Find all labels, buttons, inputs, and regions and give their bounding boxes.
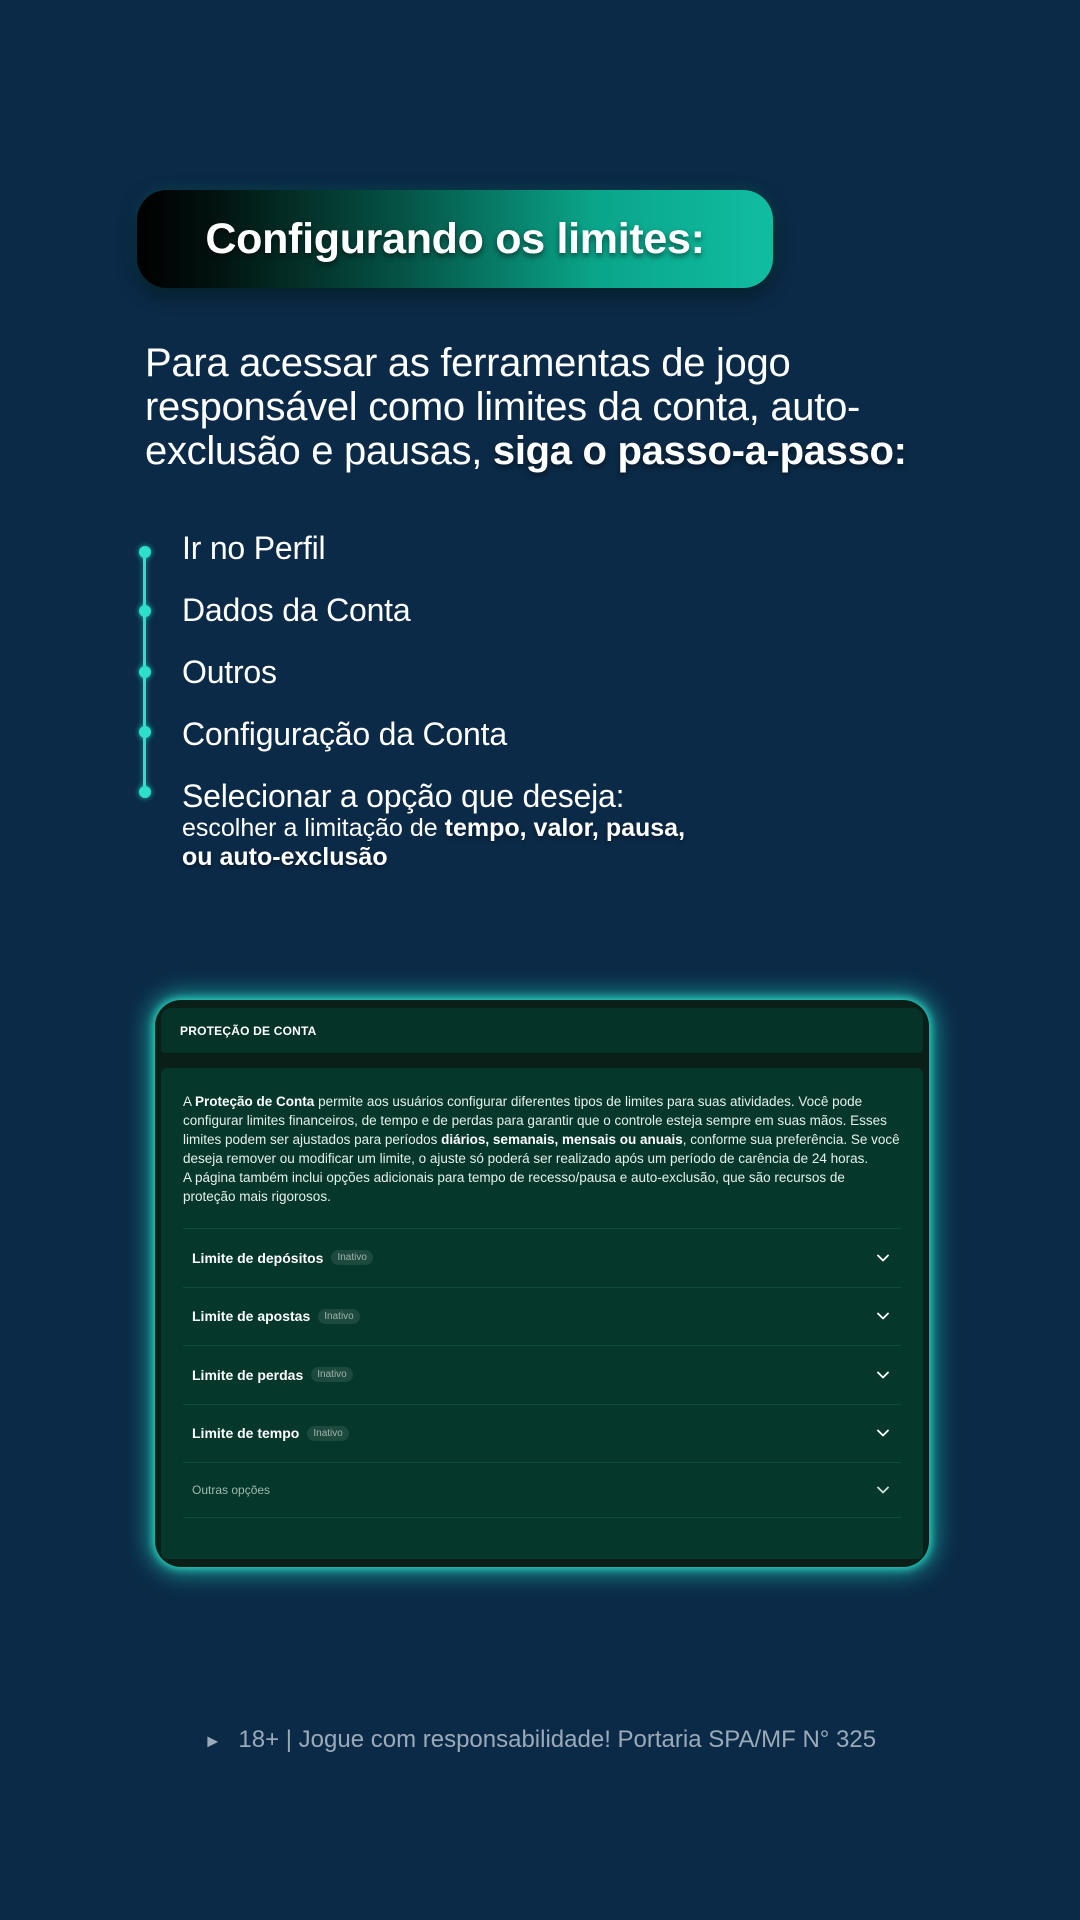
- chevron-down-icon[interactable]: [875, 1367, 891, 1383]
- step-sub-bold: tempo, valor, pausa, ou auto-exclusão: [182, 814, 686, 871]
- step-select-option: Selecionar a opção que deseja:: [182, 778, 625, 814]
- step-others: Outros: [182, 654, 277, 690]
- intro-text: Para acessar as ferramentas de jogo responsável como limites da conta, auto-exclusão e pausas,: [145, 341, 861, 473]
- desc-text: A página também inclui opções adicionais para tempo de recesso/pausa e auto-exclusão, que são recursos de proteção mais rigorosos.: [183, 1170, 845, 1204]
- responsible-gaming-footer: [0, 1726, 1080, 1754]
- step-profile: Ir no Perfil: [182, 530, 326, 566]
- accordion-bet-limit[interactable]: [183, 1288, 901, 1347]
- account-protection-card: [155, 1000, 929, 1567]
- card-header: PROTEÇÃO DE CONTA: [161, 1008, 923, 1053]
- desc-bold: Proteção de Conta: [195, 1094, 315, 1109]
- intro-bold: siga o passo-a-passo:: [492, 429, 907, 473]
- desc-text: A: [183, 1094, 192, 1109]
- accordion-deposit-limit[interactable]: [183, 1229, 901, 1288]
- card-body: [161, 1068, 923, 1559]
- timeline-dot: [139, 786, 151, 798]
- card-description: [183, 1092, 901, 1206]
- status-badge: Inativo: [318, 1309, 359, 1324]
- accordion-label: Limite de depósitos: [192, 1249, 324, 1266]
- accordion-label: Limite de tempo: [192, 1425, 300, 1442]
- step-account-data: Dados da Conta: [182, 592, 411, 628]
- timeline-dot: [139, 726, 151, 738]
- timeline-dot: [139, 605, 151, 617]
- chevron-down-icon[interactable]: [875, 1425, 891, 1441]
- chevron-down-icon[interactable]: [875, 1482, 891, 1498]
- status-badge: Inativo: [331, 1250, 372, 1265]
- accordion-label: Outras opções: [192, 1483, 271, 1497]
- desc-text: , conforme sua preferência. Se você deseja remover ou modificar um limite, o ajuste só poderá ser realizado após um período de carência de 24 horas.: [183, 1132, 900, 1166]
- page-title: Configurando os limites:: [205, 214, 705, 263]
- accordion-loss-limit[interactable]: [183, 1346, 901, 1405]
- step-select-detail: [182, 814, 702, 872]
- status-badge: Inativo: [311, 1367, 352, 1382]
- arrow-right-icon: ►: [203, 1731, 222, 1751]
- accordion-label: Limite de apostas: [192, 1308, 311, 1325]
- accordion-time-limit[interactable]: [183, 1405, 901, 1464]
- step-account-settings: Configuração da Conta: [182, 716, 507, 752]
- chevron-down-icon[interactable]: [875, 1250, 891, 1266]
- limits-accordion: [183, 1228, 901, 1518]
- chevron-down-icon[interactable]: [875, 1308, 891, 1324]
- accordion-other-options[interactable]: [183, 1463, 901, 1518]
- footer-text: 18+ | Jogue com responsabilidade! Portaria SPA/MF N° 325: [238, 1726, 877, 1753]
- timeline-dot: [139, 546, 151, 558]
- desc-bold: diários, semanais, mensais ou anuais: [441, 1132, 683, 1147]
- status-badge: Inativo: [307, 1426, 348, 1441]
- accordion-label: Limite de perdas: [192, 1366, 304, 1383]
- desc-text: permite aos usuários configurar diferentes tipos de limites para suas atividades. Você pode configurar limites financeiros, de tempo e de perdas para garantir que o controle esteja sempre em suas mãos. Esses limites podem ser ajustados para períodos: [183, 1094, 887, 1147]
- intro-paragraph: [145, 341, 975, 473]
- title-banner: [137, 190, 773, 288]
- timeline-dot: [139, 666, 151, 678]
- step-sub-text: escolher a limitação de: [182, 814, 438, 842]
